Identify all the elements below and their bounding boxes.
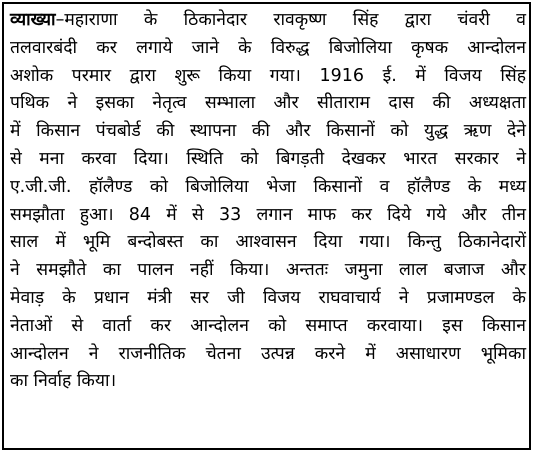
- passage-line-1: [10, 7, 526, 35]
- passage-line-11: मेवाड़ के प्रधान मंत्री सर जी विजय राघवाचार्य ने प्रजामण्डल के: [10, 287, 526, 308]
- passage-line-2: तलवारबंदी कर लगाये जाने के विरुद्ध बिजोलिया कृषक आन्दोलन: [10, 37, 526, 58]
- passage-box: [2, 2, 531, 450]
- passage-line-8: समझौता हुआ। 84 में से 33 लगान माफ कर दिये गये और तीन: [10, 204, 526, 225]
- passage-line-14: का निर्वाह किया।: [10, 371, 117, 392]
- passage-line-7: ए.जी.जी. हॉलैण्ड को बिजोलिया भेजा किसानों व हॉलैण्ड के मध्य: [10, 176, 526, 197]
- passage-line-1-text: –महाराणा के ठिकानेदार रावकृष्ण सिंह द्वारा चंवरी व: [55, 10, 526, 30]
- passage-line-12: नेताओं से वार्ता कर आन्दोलन को समाप्त करवाया। इस किसान: [10, 315, 526, 336]
- passage-line-13: आन्दोलन ने राजनीतिक चेतना उत्पन्न करने में असाधारण भूमिका: [10, 343, 526, 364]
- passage-line-3: अशोक परमार द्वारा शुरू किया गया। 1916 ई. में विजय सिंह: [10, 65, 526, 86]
- explanation-label: व्याख्या: [10, 10, 56, 30]
- passage-line-4: पथिक ने इसका नेतृत्व सम्भाला और सीताराम दास की अध्यक्षता: [10, 93, 526, 114]
- passage-line-10: ने समझौते का पालन नहीं किया। अन्ततः जमुना लाल बजाज और: [10, 260, 526, 281]
- passage-line-9: साल में भूमि बन्दोबस्त का आश्वासन दिया गया। किन्तु ठिकानेदारों: [10, 232, 526, 253]
- explanation-passage: [10, 7, 526, 396]
- passage-line-5: में किसान पंचबोर्ड की स्थापना की और किसानों को युद्ध ऋण देने: [10, 121, 526, 142]
- passage-line-6: से मना करवा दिया। स्थिति को बिगड़ती देखकर भारत सरकार ने: [10, 148, 526, 169]
